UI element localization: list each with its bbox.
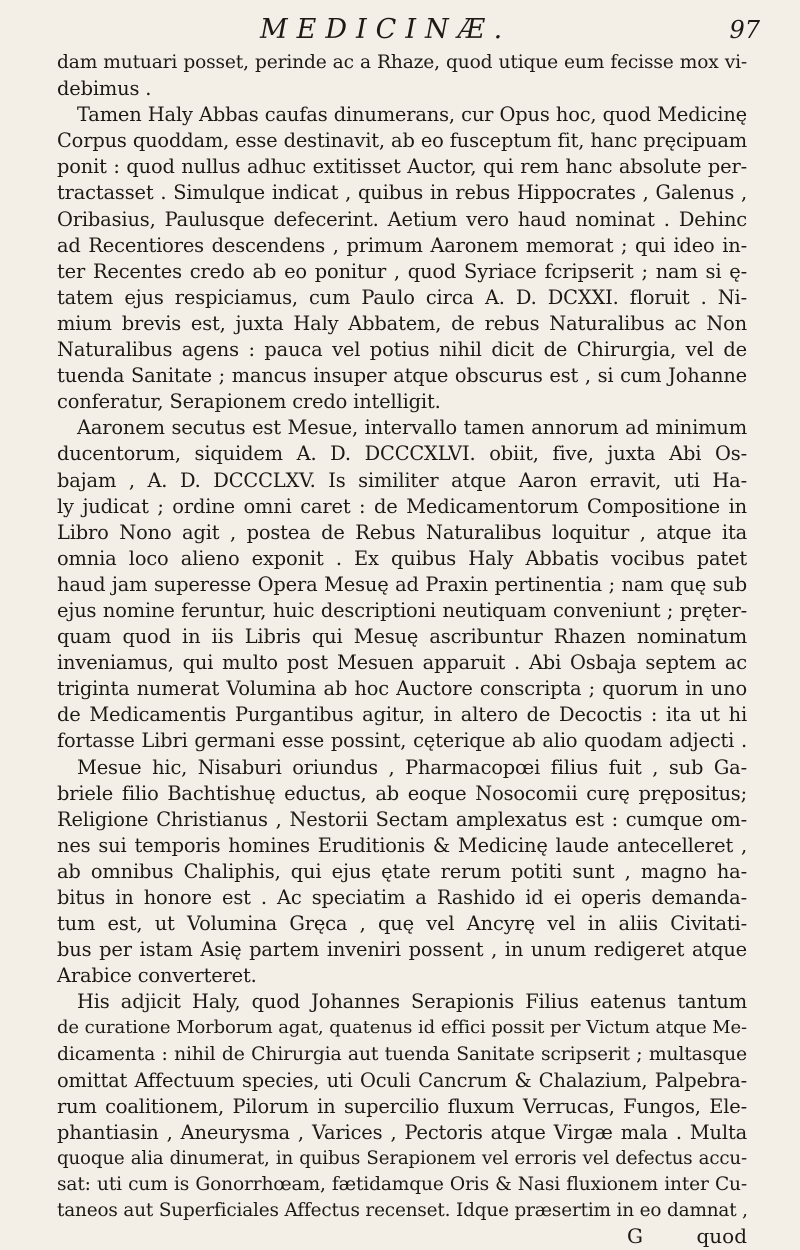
- text-line: taneos aut Superficiales Affectus recenset. Idque præsertim in eo damnat ,: [57, 1200, 748, 1222]
- text-line: ponit : quod nullus adhuc extitisset Auctor, qui rem hanc absolute per-: [57, 155, 747, 179]
- signature-mark: G: [627, 1224, 643, 1249]
- catchword-row: [57, 1224, 747, 1250]
- text-line: nes sui temporis homines Eruditionis & Medicinę laude antecelleret ,: [57, 833, 747, 857]
- text-line: debimus .: [57, 77, 152, 101]
- text-line: Religione Christianus , Nestorii Sectam amplexatus est : cumque om-: [57, 807, 747, 831]
- text-line: de Medicamentis Purgantibus agitur, in altero de Decoctis : ita ut hi: [57, 703, 747, 727]
- text-line: quoque alia dinumerat, in quibus Serapionem vel erroris vel defectus accu-: [57, 1147, 747, 1169]
- text-line: Naturalibus agens : pauca vel potius nihil dicit de Chirurgia, vel de: [57, 338, 747, 362]
- text-line: fortasse Libri germani esse possint, cęterique ab alio quodam adjecti .: [57, 729, 747, 753]
- running-head: [0, 10, 800, 50]
- text-line: conferatur, Serapionem credo intelligit.: [57, 390, 441, 414]
- text-line: dam mutuari posset, perinde ac a Rhaze, quod utique eum fecisse mox vi-: [57, 52, 747, 73]
- body-text: [57, 50, 747, 1250]
- text-line: tuenda Sanitate ; mancus insuper atque obscurus est , si cum Johanne: [57, 364, 747, 388]
- text-line: de curatione Morborum agat, quatenus id effici possit per Victum atque Me-: [57, 1017, 747, 1039]
- text-line: sat: uti cum is Gonorrhœam, fætidamque Oris & Nasi fluxionem inter Cu-: [57, 1174, 747, 1196]
- text-line: quam quod in iis Libris qui Mesuę ascribuntur Rhazen nominatum: [57, 625, 747, 649]
- text-line: ad Recentiores descendens , primum Aaronem memorat ; qui ideo in-: [57, 233, 747, 257]
- text-line: bajam , A. D. DCCCLXV. Is similiter atque Aaron erravit, uti Ha-: [57, 468, 747, 492]
- text-line: tractasset . Simulque indicat , quibus in rebus Hippocrates , Galenus ,: [57, 181, 747, 205]
- text-line: ter Recentes credo ab eo ponitur , quod Syriace fcripserit ; nam si ę-: [57, 259, 747, 283]
- text-line: bitus in honore est . Ac speciatim a Rashido id ei operis demanda-: [57, 886, 747, 909]
- text-line: Libro Nono agit , postea de Rebus Naturalibus loquitur , atque ita: [57, 520, 747, 544]
- text-line: haud jam superesse Opera Mesuę ad Praxin pertinentia ; nam quę sub: [57, 572, 747, 596]
- text-line: briele filio Bachtishuę eductus, ab eoque Nosocomii curę prępositus;: [57, 781, 747, 805]
- text-line: inveniamus, qui multo post Mesuen apparuit . Abi Osbaja septem ac: [57, 651, 747, 675]
- text-line: bus per istam Asię partem inveniri possent , in unum redigeret atque: [57, 938, 747, 962]
- page-number: 97: [729, 16, 760, 44]
- text-line: His adjicit Haly, quod Johannes Serapionis Filius eatenus tantum: [77, 990, 747, 1014]
- text-line: tatem ejus respiciamus, cum Paulo circa A. D. DCXXI. floruit . Ni-: [57, 285, 747, 309]
- text-line: ab omnibus Chaliphis, qui ejus ętate rerum potiti sunt , magno ha-: [57, 859, 747, 883]
- text-line: mium brevis est, juxta Haly Abbatem, de rebus Naturalibus ac Non: [57, 311, 747, 335]
- text-line: Corpus quoddam, esse destinavit, ab eo fusceptum fit, hanc pręcipuam: [57, 129, 747, 153]
- text-line: Mesue hic, Nisaburi oriundus , Pharmacopœi filius fuit , sub Ga-: [77, 755, 747, 779]
- text-line: triginta numerat Volumina ab hoc Auctore conscripta ; quorum in uno: [57, 677, 747, 701]
- text-line: phantiasin , Aneurysma , Varices , Pectoris atque Virgæ mala . Multa: [57, 1120, 747, 1144]
- text-line: ducentorum, siquidem A. D. DCCCXLVI. obiit, five, juxta Abi Os-: [57, 442, 747, 466]
- text-line: ly judicat ; ordine omni caret : de Medicamentorum Compositione in: [57, 494, 747, 518]
- catchword: quod: [696, 1224, 747, 1249]
- text-line: rum coalitionem, Pilorum in supercilio fluxum Verrucas, Fungos, Ele-: [57, 1094, 747, 1118]
- text-line: Aaronem secutus est Mesue, intervallo tamen annorum ad minimum: [77, 416, 747, 440]
- text-line: omittat Affectuum species, uti Oculi Cancrum & Chalazium, Palpebra-: [57, 1068, 747, 1092]
- text-line: omnia loco alieno exponit . Ex quibus Haly Abbatis vocibus patet: [57, 546, 747, 570]
- text-line: Tamen Haly Abbas caufas dinumerans, cur Opus hoc, quod Medicinę: [77, 103, 747, 127]
- text-line: ejus nomine feruntur, huic descriptioni neutiquam conveniunt ; pręter-: [57, 598, 747, 622]
- text-line: Oribasius, Paulusque defecerint. Aetium vero haud nominat . Dehinc: [57, 207, 747, 231]
- text-line: dicamenta : nihil de Chirurgia aut tuenda Sanitate scripserit ; multasque: [57, 1043, 747, 1065]
- text-line: Arabice converteret.: [57, 964, 257, 988]
- text-line: tum est, ut Volumina Gręca , quę vel Ancyrę vel in aliis Civitati-: [57, 912, 747, 936]
- running-title: MEDICINÆ.: [260, 14, 512, 45]
